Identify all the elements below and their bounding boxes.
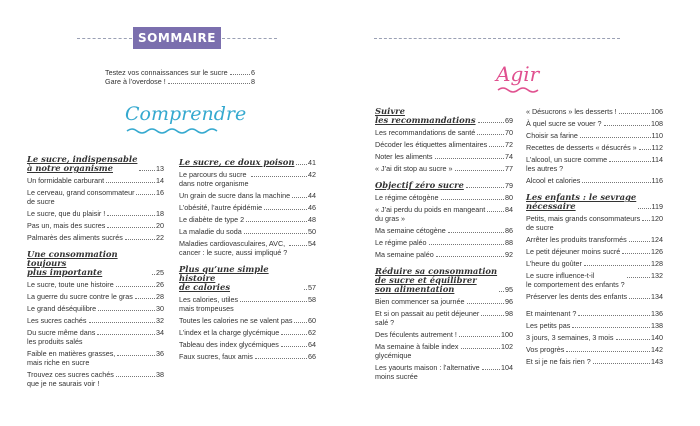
toc-entry[interactable]	[375, 330, 513, 339]
chapter-title: Suivre les recommandations	[375, 106, 476, 125]
intro-entries	[105, 68, 255, 86]
toc-entry[interactable]	[27, 280, 164, 289]
entry-title: Maladies cardiovasculaires, AVC, cancer : le sucre, aussi impliqué ?	[179, 239, 288, 257]
dot-leader	[466, 187, 504, 188]
toc-entry[interactable]	[27, 176, 164, 185]
toc-entry[interactable]	[526, 345, 663, 354]
entry-page: 60	[308, 316, 316, 325]
entry-title: Tableau des index glycémiques	[179, 340, 279, 349]
entry-title: Un grain de sucre dans la machine	[179, 191, 291, 200]
entry-title: Des féculents autrement !	[375, 330, 457, 339]
toc-entry[interactable]	[375, 250, 513, 259]
dot-leader	[139, 170, 155, 171]
dot-leader	[281, 334, 307, 335]
toc-entry[interactable]	[375, 193, 513, 202]
toc-entry[interactable]	[179, 316, 316, 325]
toc-entry[interactable]	[179, 328, 316, 337]
entry-title: Le diabète de type 2	[179, 215, 245, 224]
header-dashed-line-right-page	[374, 38, 620, 39]
toc-entry[interactable]	[375, 226, 513, 235]
wave-underline-agir	[496, 86, 540, 94]
toc-entry[interactable]	[179, 227, 316, 236]
entry-page: 20	[156, 221, 164, 230]
chapter-page: 119	[651, 202, 663, 211]
entry-title: Arrêter les produits transformés	[526, 235, 627, 244]
chapter-heading[interactable]	[375, 267, 513, 294]
entry-title: Noter les aliments	[375, 152, 433, 161]
entry-page: 124	[651, 235, 663, 244]
dot-leader	[136, 194, 155, 195]
toc-entry[interactable]	[375, 297, 513, 306]
toc-entry[interactable]	[526, 214, 663, 232]
entry-page: 8	[251, 77, 255, 86]
toc-entry[interactable]	[526, 235, 663, 244]
chapter-title: Réduire sa consommation de sucre et équilibrer son alimentation	[375, 266, 498, 294]
entry-title: À quel sucre se vouer ?	[526, 119, 602, 128]
entry-page: 38	[156, 370, 164, 379]
entry-title: Et maintenant ?	[526, 309, 577, 318]
entry-page: 100	[501, 330, 513, 339]
toc-entry[interactable]	[526, 155, 663, 173]
entry-title: Palmarès des aliments sucrés	[27, 233, 123, 242]
entry-page: 28	[156, 292, 164, 301]
toc-entry[interactable]	[179, 203, 316, 212]
entry-title: Les calories, utiles mais trompeuses	[179, 295, 239, 313]
entry-title: Trouvez ces sucres cachés que je ne saurais voir !	[27, 370, 114, 388]
dot-leader	[246, 221, 307, 222]
entry-page: 30	[156, 304, 164, 313]
entry-title: Testez vos connaissances sur le sucre	[105, 68, 228, 77]
toc-entry[interactable]	[526, 119, 663, 128]
toc-entry[interactable]	[375, 363, 513, 381]
dot-leader	[627, 277, 650, 278]
toc-entry[interactable]	[526, 271, 663, 289]
chapter-title: Les enfants : le sevrage nécessaire	[526, 192, 637, 211]
entry-page: 22	[156, 233, 164, 242]
dot-leader	[441, 199, 504, 200]
entry-title: Gare à l’overdose !	[105, 77, 166, 86]
dot-leader	[578, 315, 650, 316]
chapter-page: 69	[505, 116, 513, 125]
chapter-page: 79	[505, 181, 513, 190]
entry-page: 72	[505, 140, 513, 149]
entry-page: 36	[156, 349, 164, 358]
dot-leader	[609, 161, 650, 162]
toc-entry[interactable]	[179, 170, 316, 188]
entry-page: 143	[651, 357, 663, 366]
chapter-title: Le sucre, ce doux poison	[179, 157, 295, 167]
entry-title: « Désucrons » les desserts !	[526, 107, 617, 116]
dot-leader	[116, 286, 155, 287]
wave-underline-comprendre	[125, 127, 220, 135]
toc-entry[interactable]	[27, 349, 164, 367]
entry-title: Faux sucres, faux amis	[179, 352, 253, 361]
intro-entry[interactable]	[105, 68, 255, 77]
chapter-page: 13	[156, 164, 164, 173]
toc-entry[interactable]	[375, 238, 513, 247]
toc-entry[interactable]	[375, 128, 513, 137]
dot-leader	[489, 146, 504, 147]
entry-page: 104	[501, 363, 513, 372]
chapter-heading[interactable]	[179, 158, 316, 167]
dot-leader	[629, 298, 650, 299]
toc-entry[interactable]	[27, 188, 164, 206]
toc-entry[interactable]	[27, 316, 164, 325]
entry-title: Vos progrès	[526, 345, 565, 354]
toc-entry[interactable]	[179, 191, 316, 200]
toc-entry[interactable]	[27, 209, 164, 218]
toc-column-1	[27, 151, 164, 388]
entry-page: 86	[505, 226, 513, 235]
entry-title: Le petit déjeuner moins sucré	[526, 247, 621, 256]
entry-page: 88	[505, 238, 513, 247]
toc-entry[interactable]	[375, 205, 513, 223]
entry-page: 48	[308, 215, 316, 224]
entry-page: 128	[651, 259, 663, 268]
chapter-page: 41	[308, 158, 316, 167]
toc-entry[interactable]	[179, 340, 316, 349]
entry-title: Choisir sa farine	[526, 131, 578, 140]
dot-leader	[230, 74, 250, 75]
toc-entry[interactable]	[526, 357, 663, 366]
entry-title: Toutes les calories ne se valent pas	[179, 316, 293, 325]
dot-leader	[459, 336, 500, 337]
dot-leader	[304, 289, 307, 290]
dot-leader	[97, 334, 155, 335]
toc-entry[interactable]	[375, 164, 513, 173]
sommaire-banner: SOMMAIRE	[133, 27, 221, 49]
toc-entry[interactable]	[526, 259, 663, 268]
entry-page: 112	[651, 143, 663, 152]
dot-leader	[461, 348, 500, 349]
toc-column-4	[526, 104, 663, 366]
dot-leader	[593, 363, 650, 364]
entry-page: 98	[505, 309, 513, 318]
entry-title: Ma semaine paléo	[375, 250, 434, 259]
entry-page: 138	[651, 321, 663, 330]
entry-title: Et si je ne fais rien ?	[526, 357, 591, 366]
chapter-heading[interactable]	[179, 265, 316, 292]
entry-title: La maladie du soda	[179, 227, 242, 236]
toc-entry[interactable]	[526, 309, 663, 318]
entry-page: 132	[651, 271, 663, 280]
entry-page: 58	[308, 295, 316, 304]
toc-entry[interactable]	[179, 215, 316, 224]
entry-page: 54	[308, 239, 316, 248]
section-title-comprendre: Comprendre	[125, 103, 247, 125]
dot-leader	[255, 358, 307, 359]
dot-leader	[116, 376, 155, 377]
chapter-title: Plus qu’une simple histoire de calories	[179, 264, 269, 292]
section-title-agir: Agir	[496, 62, 540, 86]
entry-title: Le régime cétogène	[375, 193, 439, 202]
entry-title: Alcool et calories	[526, 176, 581, 185]
dot-leader	[240, 301, 307, 302]
dot-leader	[499, 291, 504, 292]
toc-entry[interactable]	[27, 370, 164, 388]
entry-page: 26	[156, 280, 164, 289]
entry-page: 114	[651, 155, 663, 164]
entry-page: 116	[651, 176, 663, 185]
toc-entry[interactable]	[27, 304, 164, 313]
toc-entry[interactable]	[179, 239, 316, 257]
chapter-heading[interactable]	[375, 107, 513, 125]
entry-page: 136	[651, 309, 663, 318]
toc-entry[interactable]	[526, 292, 663, 301]
dot-leader	[584, 265, 650, 266]
chapter-page: 57	[308, 283, 316, 292]
entry-page: 80	[505, 193, 513, 202]
toc-entry[interactable]	[27, 221, 164, 230]
dot-leader	[642, 220, 650, 221]
dot-leader	[639, 149, 651, 150]
toc-entry[interactable]	[375, 140, 513, 149]
dot-leader	[294, 322, 307, 323]
dot-leader	[638, 208, 650, 209]
toc-entry[interactable]	[179, 352, 316, 361]
entry-page: 16	[156, 188, 164, 197]
dot-leader	[168, 83, 250, 84]
entry-title: Les yaourts maison : l’alternative moins sucrée	[375, 363, 480, 381]
dot-leader	[98, 310, 155, 311]
entry-page: 66	[308, 352, 316, 361]
dot-leader	[580, 137, 651, 138]
entry-title: Ma semaine cétogène	[375, 226, 446, 235]
dot-leader	[296, 164, 307, 165]
entry-page: 142	[651, 345, 663, 354]
entry-page: 62	[308, 328, 316, 337]
entry-page: 46	[308, 203, 316, 212]
entry-page: 84	[505, 205, 513, 214]
dot-leader	[619, 113, 650, 114]
chapter-heading[interactable]	[375, 181, 513, 190]
toc-entry[interactable]	[27, 292, 164, 301]
dot-leader	[566, 351, 650, 352]
dot-leader	[429, 244, 504, 245]
entry-page: 32	[156, 316, 164, 325]
chapter-page: 25	[156, 268, 164, 277]
entry-title: Le régime paléo	[375, 238, 427, 247]
entry-title: « J’ai perdu du poids en mangeant du gras »	[375, 205, 486, 223]
dot-leader	[478, 122, 504, 123]
entry-page: 96	[505, 297, 513, 306]
entry-page: 50	[308, 227, 316, 236]
dot-leader	[289, 245, 307, 246]
entry-title: Et si on passait au petit déjeuner salé ?	[375, 309, 480, 327]
entry-title: Pas un, mais des sucres	[27, 221, 106, 230]
entry-page: 140	[651, 333, 663, 342]
dot-leader	[125, 239, 155, 240]
dot-leader	[152, 274, 155, 275]
entry-title: Petits, mais grands consommateurs de sucre	[526, 214, 641, 232]
entry-title: L’obésité, l’autre épidémie	[179, 203, 263, 212]
toc-entry[interactable]	[526, 143, 663, 152]
entry-page: 18	[156, 209, 164, 218]
entry-title: Le grand déséquilibre	[27, 304, 97, 313]
dot-leader	[582, 182, 650, 183]
entry-title: Les recommandations de santé	[375, 128, 476, 137]
entry-title: Les sucres cachés	[27, 316, 87, 325]
dot-leader	[616, 339, 651, 340]
toc-entry[interactable]	[375, 342, 513, 360]
entry-page: 42	[308, 170, 316, 179]
entry-title: Le sucre, que du plaisir !	[27, 209, 106, 218]
entry-page: 134	[651, 292, 663, 301]
entry-title: Le sucre influence-t-il le comportement des enfants ?	[526, 271, 625, 289]
dot-leader	[244, 233, 307, 234]
toc-entry[interactable]	[526, 176, 663, 185]
entry-title: Ma semaine à faible index glycémique	[375, 342, 459, 360]
entry-title: Le sucre, toute une histoire	[27, 280, 114, 289]
entry-title: « J’ai dit stop au sucre »	[375, 164, 453, 173]
toc-entry[interactable]	[375, 309, 513, 327]
chapter-title: Objectif zéro sucre	[375, 180, 464, 190]
toc-entry[interactable]	[27, 233, 164, 242]
dot-leader	[89, 322, 155, 323]
entry-page: 77	[505, 164, 513, 173]
entry-title: 3 jours, 3 semaines, 3 mois	[526, 333, 614, 342]
entry-page: 64	[308, 340, 316, 349]
chapter-heading[interactable]	[526, 193, 663, 211]
chapter-heading[interactable]	[27, 155, 164, 173]
entry-title: Du sucre même dans les produits salés	[27, 328, 96, 346]
dot-leader	[117, 355, 155, 356]
entry-page: 74	[505, 152, 513, 161]
entry-title: L’index et la charge glycémique	[179, 328, 280, 337]
dot-leader	[135, 298, 155, 299]
entry-page: 70	[505, 128, 513, 137]
dot-leader	[482, 369, 500, 370]
toc-column-3	[375, 103, 513, 381]
entry-title: L’heure du goûter	[526, 259, 582, 268]
dot-leader	[467, 303, 505, 304]
toc-entry[interactable]	[526, 333, 663, 342]
toc-entry[interactable]	[526, 247, 663, 256]
entry-title: Le parcours du sucre dans notre organisme	[179, 170, 249, 188]
entry-page: 120	[651, 214, 663, 223]
toc-entry[interactable]	[526, 131, 663, 140]
header-dashed-line-right	[222, 38, 277, 39]
entry-title: Recettes de desserts « désucrés »	[526, 143, 637, 152]
dot-leader	[572, 327, 650, 328]
dot-leader	[107, 227, 155, 228]
toc-spacer	[526, 301, 663, 306]
entry-page: 106	[651, 107, 663, 116]
dot-leader	[629, 241, 650, 242]
chapter-title: Une consommation toujours plus importante	[27, 249, 118, 277]
entry-title: Décoder les étiquettes alimentaires	[375, 140, 488, 149]
dot-leader	[436, 256, 504, 257]
entry-title: Un formidable carburant	[27, 176, 105, 185]
chapter-page: 95	[505, 285, 513, 294]
toc-entry[interactable]	[27, 328, 164, 346]
entry-title: Le cerveau, grand consommateur de sucre	[27, 188, 135, 206]
header-dashed-line-left	[77, 38, 132, 39]
right-page	[350, 0, 700, 426]
entry-page: 92	[505, 250, 513, 259]
dot-leader	[455, 170, 504, 171]
dot-leader	[106, 182, 155, 183]
toc-entry[interactable]	[179, 295, 316, 313]
entry-page: 44	[308, 191, 316, 200]
entry-page: 108	[651, 119, 663, 128]
entry-title: Préserver les dents des enfants	[526, 292, 628, 301]
dot-leader	[448, 232, 504, 233]
dot-leader	[107, 215, 155, 216]
entry-page: 14	[156, 176, 164, 185]
dot-leader	[487, 211, 504, 212]
entry-title: Les petits pas	[526, 321, 571, 330]
toc-column-2	[179, 154, 316, 361]
dot-leader	[604, 125, 650, 126]
toc-entry[interactable]	[526, 107, 663, 116]
chapter-title: Le sucre, indispensable à notre organisme	[27, 154, 138, 173]
dot-leader	[281, 346, 307, 347]
entry-page: 34	[156, 328, 164, 337]
dot-leader	[264, 209, 307, 210]
dot-leader	[481, 315, 504, 316]
entry-page: 102	[501, 342, 513, 351]
dot-leader	[292, 197, 307, 198]
toc-entry[interactable]	[375, 152, 513, 161]
dot-leader	[622, 253, 650, 254]
entry-title: L’alcool, un sucre comme les autres ?	[526, 155, 608, 173]
intro-entry[interactable]	[105, 77, 255, 86]
chapter-heading[interactable]	[27, 250, 164, 277]
dot-leader	[435, 158, 504, 159]
entry-title: Bien commencer sa journée	[375, 297, 465, 306]
dot-leader	[477, 134, 504, 135]
entry-page: 126	[651, 247, 663, 256]
entry-page: 110	[651, 131, 663, 140]
entry-page: 6	[251, 68, 255, 77]
toc-entry[interactable]	[526, 321, 663, 330]
entry-title: La guerre du sucre contre le gras	[27, 292, 133, 301]
entry-title: Faible en matières grasses, mais riche en sucre	[27, 349, 116, 367]
dot-leader	[251, 176, 307, 177]
